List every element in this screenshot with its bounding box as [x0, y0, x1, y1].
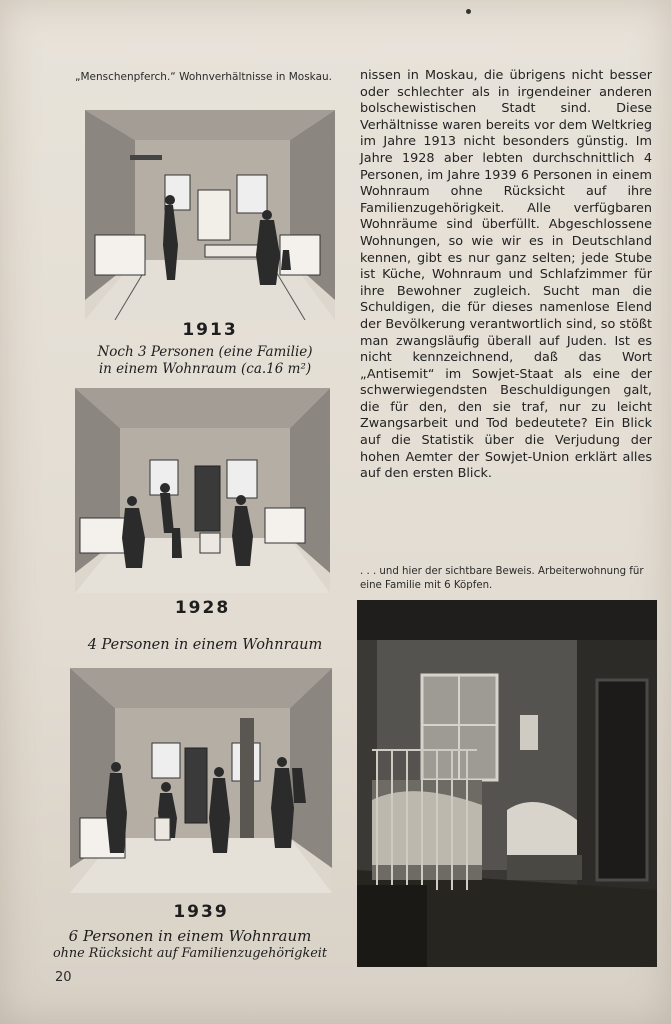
- panel-caption-line: in einem Wohnraum (ca.16 m²): [98, 361, 312, 377]
- panel-year-1939: 1939: [173, 902, 229, 922]
- photo-caption: . . . und hier der sichtbare Beweis. Arbeiterwohnung für eine Familie mit 6 Köpfen.: [360, 566, 644, 591]
- panel-year-1928: 1928: [174, 598, 231, 618]
- ink-dot: [466, 9, 471, 14]
- illustration-1928: [75, 388, 330, 593]
- panel-caption-1939: [20, 928, 360, 962]
- article-body-text: nissen in Moskau, die übrigens nicht besser oder schlechter als in irgendeiner anderen bolschewistischen Stadt sind. Diese Verhältnisse waren bereits vor dem Weltkrieg im Jahre 1913 nicht besonders günstig. Im Jahre 1928 aber lebten durchschnittlich 4 Personen, im Jahre 1939 6 Personen in einem Wohnraum ohne Rücksicht auf ihre Familienzugehörigkeit. Alle verfügbaren Wohnräume sind überfüllt. Abgeschlossene Wohnungen, so wie wir es in Deutschland kennen, gibt es nur ganz selten; jede Stube ist Küche, Wohnraum und Schlafzimmer für ihre Bewohner zugleich. Sucht man die Schuldigen, die für dieses namenlose Elend der Bevölkerung verantwortlich sind, so stößt man zwangsläufig überall auf Juden. Ist es nicht kennzeichnend, daß das Wort „Antisemit“ im Sowjet-Staat als eine der schwerwiegendsten Beschuldigungen galt, die für den, den sie traf, nur zu leicht Zwangsarbeit und Tod bedeutete? Ein Blick auf die Statistik über die Verjudung der hohen Aemter der Sowjet-Union erklärt alles auf den ersten Blick.: [360, 68, 652, 482]
- top-caption: „Menschenpferch.“ Wohnverhältnisse in Moskau.: [75, 71, 333, 83]
- page-number: 20: [55, 970, 72, 985]
- panel-caption-line: 4 Personen in einem Wohnraum: [87, 637, 323, 653]
- panel-caption-1913: [60, 344, 350, 378]
- panel-caption-line: ohne Rücksicht auf Familienzugehörigkeit: [52, 946, 328, 961]
- illustration-1939: [70, 668, 332, 893]
- panel-caption-1928: [50, 636, 360, 654]
- panel-caption-line: 6 Personen in einem Wohnraum: [68, 927, 312, 945]
- apartment-photo: [357, 600, 657, 967]
- panel-year-1913: 1913: [182, 320, 238, 340]
- illustration-1913: [85, 110, 335, 320]
- panel-caption-line: Noch 3 Personen (eine Familie): [97, 344, 313, 360]
